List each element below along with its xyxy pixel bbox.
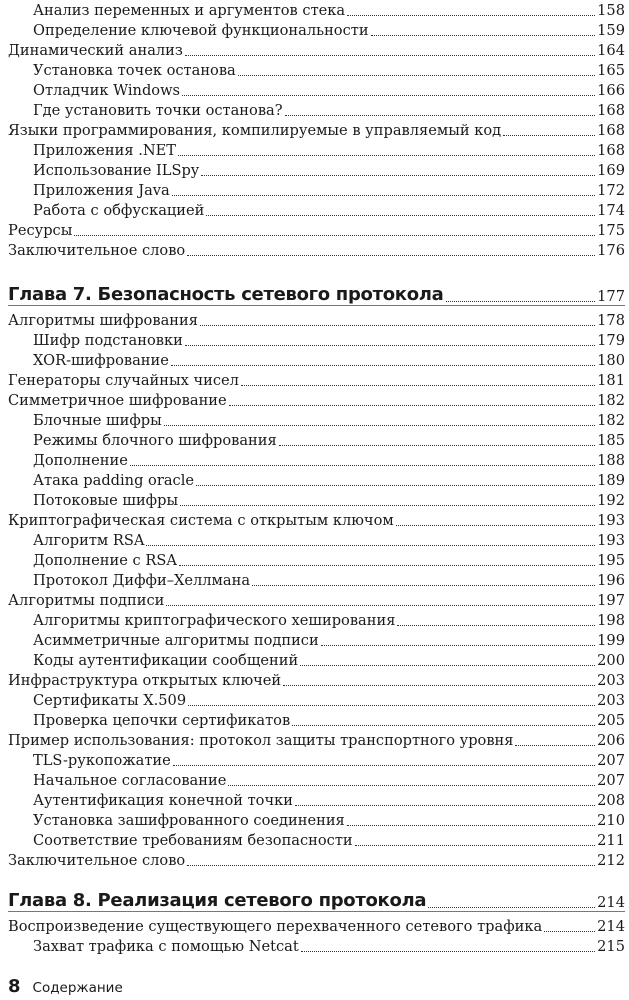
entry-title: Определение ключевой функциональности <box>33 22 369 39</box>
toc-entry <box>0 140 625 160</box>
entry-page-number: 197 <box>597 592 625 609</box>
dot-leader <box>74 235 595 236</box>
dot-leader <box>301 951 595 952</box>
entry-title: Использование ILSpy <box>33 162 200 179</box>
chapter-entry <box>0 888 625 912</box>
entry-title: Блочные шифры <box>33 412 162 429</box>
entry-page-number: 212 <box>597 852 625 869</box>
entry-title: Алгоритмы криптографического хеширования <box>33 612 396 629</box>
dot-leader <box>130 465 595 466</box>
entry-title: Установка зашифрованного соединения <box>33 812 345 829</box>
entry-page-number: 182 <box>597 412 625 429</box>
entry-page-number: 158 <box>597 2 625 19</box>
dot-leader <box>285 115 596 116</box>
toc-entry <box>0 810 625 830</box>
dot-leader <box>300 665 595 666</box>
toc-entry <box>0 60 625 80</box>
toc-entry <box>0 590 625 610</box>
dot-leader <box>206 215 595 216</box>
entry-page-number: 200 <box>597 652 625 669</box>
toc-entry <box>0 730 625 750</box>
entry-title: Алгоритм RSA <box>33 532 145 549</box>
entry-page-number: 176 <box>597 242 625 259</box>
toc-entry <box>0 630 625 650</box>
entry-page-number: 159 <box>597 22 625 39</box>
entry-page-number: 193 <box>597 532 625 549</box>
toc-entry <box>0 710 625 730</box>
toc-entry <box>0 20 625 40</box>
dot-leader <box>295 805 595 806</box>
entry-page-number: 181 <box>597 372 625 389</box>
dot-leader <box>229 405 595 406</box>
toc-entry <box>0 160 625 180</box>
toc-entry <box>0 690 625 710</box>
entry-page-number: 166 <box>597 82 625 99</box>
entry-page-number: 208 <box>597 792 625 809</box>
toc-entry <box>0 510 625 530</box>
entry-title: Шифр подстановки <box>33 332 183 349</box>
entry-title: Сертификаты X.509 <box>33 692 187 709</box>
toc-entry <box>0 750 625 770</box>
toc-entry <box>0 550 625 570</box>
dot-leader <box>428 907 595 908</box>
dot-leader <box>187 255 595 256</box>
entry-page-number: 211 <box>597 832 625 849</box>
dot-leader <box>164 425 595 426</box>
dot-leader <box>146 545 595 546</box>
toc-entry <box>0 936 625 956</box>
toc-entry <box>0 430 625 450</box>
entry-title: Криптографическая система с открытым ключом <box>8 512 394 529</box>
toc-entry <box>0 850 625 870</box>
entry-title: Языки программирования, компилируемые в управляемый код <box>8 122 502 139</box>
entry-title: Алгоритмы подписи <box>8 592 165 609</box>
dot-leader <box>166 605 595 606</box>
dot-leader <box>283 685 595 686</box>
entry-title: Работа с обфускацией <box>33 202 205 219</box>
dot-leader <box>396 525 595 526</box>
dot-leader <box>371 35 596 36</box>
toc-entry <box>0 650 625 670</box>
entry-page-number: 193 <box>597 512 625 529</box>
toc-entry <box>0 570 625 590</box>
toc-entry <box>0 916 625 936</box>
entry-title: Анализ переменных и аргументов стека <box>33 2 346 19</box>
entry-page-number: 185 <box>597 432 625 449</box>
toc-entry <box>0 330 625 350</box>
entry-page-number: 196 <box>597 572 625 589</box>
toc-entry <box>0 240 625 260</box>
entry-page-number: 174 <box>597 202 625 219</box>
entry-title: TLS-рукопожатие <box>33 752 171 769</box>
dot-leader <box>201 175 595 176</box>
entry-page-number: 214 <box>597 918 625 935</box>
entry-title: Глава 7. Безопасность сетевого протокола <box>8 284 444 305</box>
dot-leader <box>180 505 595 506</box>
entry-title: Воспроизведение существующего перехваченного сетевого трафика <box>8 918 543 935</box>
dot-leader <box>196 485 595 486</box>
entry-title: Ресурсы <box>8 222 73 239</box>
chapter-entry <box>0 282 625 306</box>
entry-title: Дополнение <box>33 452 128 469</box>
dot-leader <box>185 55 595 56</box>
dot-leader <box>279 445 595 446</box>
entry-page-number: 205 <box>597 712 625 729</box>
dot-leader <box>347 825 595 826</box>
dot-leader <box>544 931 595 932</box>
toc-entry <box>0 410 625 430</box>
entry-title: Отладчик Windows <box>33 82 181 99</box>
entry-page-number: 169 <box>597 162 625 179</box>
toc-entry <box>0 790 625 810</box>
toc-entry <box>0 180 625 200</box>
entry-title: Асимметричные алгоритмы подписи <box>33 632 319 649</box>
entry-page-number: 165 <box>597 62 625 79</box>
entry-title: Заключительное слово <box>8 852 186 869</box>
entry-page-number: 210 <box>597 812 625 829</box>
dot-leader <box>171 365 595 366</box>
toc-entry <box>0 80 625 100</box>
chapter-divider <box>8 911 625 912</box>
dot-leader <box>397 625 595 626</box>
dot-leader <box>515 745 595 746</box>
toc-entry <box>0 490 625 510</box>
entry-title: Глава 8. Реализация сетевого протокола <box>8 890 427 911</box>
dot-leader <box>292 725 595 726</box>
toc-entry <box>0 100 625 120</box>
entry-page-number: 198 <box>597 612 625 629</box>
dot-leader <box>321 645 595 646</box>
entry-title: Захват трафика с помощью Netcat <box>33 938 299 955</box>
running-title: Содержание <box>32 980 123 996</box>
entry-page-number: 164 <box>597 42 625 59</box>
toc-entry <box>0 220 625 240</box>
toc-entry <box>0 450 625 470</box>
toc-entry <box>0 830 625 850</box>
entry-page-number: 172 <box>597 182 625 199</box>
entry-page-number: 203 <box>597 692 625 709</box>
toc-entry <box>0 530 625 550</box>
dot-leader <box>446 301 596 302</box>
entry-title: Пример использования: протокол защиты транспортного уровня <box>8 732 514 749</box>
entry-page-number: 179 <box>597 332 625 349</box>
dot-leader <box>228 785 595 786</box>
dot-leader <box>185 345 595 346</box>
entry-title: Алгоритмы шифрования <box>8 312 198 329</box>
entry-title: XOR-шифрование <box>33 352 169 369</box>
entry-page-number: 168 <box>597 142 625 159</box>
toc-entry <box>0 40 625 60</box>
dot-leader <box>241 385 595 386</box>
entry-title: Заключительное слово <box>8 242 186 259</box>
dot-leader <box>503 135 595 136</box>
entry-page-number: 188 <box>597 452 625 469</box>
entry-page-number: 203 <box>597 672 625 689</box>
entry-page-number: 199 <box>597 632 625 649</box>
entry-page-number: 168 <box>597 122 625 139</box>
entry-title: Приложения Java <box>33 182 170 199</box>
dot-leader <box>172 195 595 196</box>
entry-page-number: 192 <box>597 492 625 509</box>
toc-entry <box>0 370 625 390</box>
entry-title: Где установить точки останова? <box>33 102 283 119</box>
dot-leader <box>355 845 595 846</box>
page-number: 8 <box>8 976 21 997</box>
dot-leader <box>178 155 595 156</box>
toc-entry <box>0 770 625 790</box>
entry-title: Атака padding oracle <box>33 472 195 489</box>
toc-entry <box>0 200 625 220</box>
page-footer <box>8 976 123 997</box>
dot-leader <box>238 75 595 76</box>
toc-entry <box>0 670 625 690</box>
toc-entry <box>0 310 625 330</box>
entry-title: Динамический анализ <box>8 42 183 59</box>
entry-page-number: 195 <box>597 552 625 569</box>
toc-entry <box>0 350 625 370</box>
chapter-divider <box>8 305 625 306</box>
entry-title: Дополнение с RSA <box>33 552 177 569</box>
entry-page-number: 206 <box>597 732 625 749</box>
entry-page-number: 189 <box>597 472 625 489</box>
entry-title: Начальное согласование <box>33 772 227 789</box>
entry-title: Приложения .NET <box>33 142 177 159</box>
dot-leader <box>200 325 595 326</box>
entry-page-number: 207 <box>597 772 625 789</box>
entry-title: Генераторы случайных чисел <box>8 372 239 389</box>
dot-leader <box>187 865 595 866</box>
dot-leader <box>182 95 595 96</box>
entry-page-number: 177 <box>597 288 625 305</box>
dot-leader <box>173 765 595 766</box>
entry-title: Потоковые шифры <box>33 492 179 509</box>
entry-title: Соответствие требованиям безопасности <box>33 832 353 849</box>
toc-entry <box>0 390 625 410</box>
entry-title: Симметричное шифрование <box>8 392 227 409</box>
entry-page-number: 175 <box>597 222 625 239</box>
entry-page-number: 214 <box>597 894 625 911</box>
dot-leader <box>188 705 595 706</box>
entry-page-number: 168 <box>597 102 625 119</box>
entry-page-number: 178 <box>597 312 625 329</box>
entry-title: Проверка цепочки сертификатов <box>33 712 291 729</box>
dot-leader <box>179 565 595 566</box>
toc-entry <box>0 0 625 20</box>
entry-title: Коды аутентификации сообщений <box>33 652 299 669</box>
dot-leader <box>252 585 595 586</box>
toc-entry <box>0 470 625 490</box>
entry-title: Инфраструктура открытых ключей <box>8 672 282 689</box>
entry-page-number: 180 <box>597 352 625 369</box>
toc-entry <box>0 610 625 630</box>
entry-title: Режимы блочного шифрования <box>33 432 277 449</box>
entry-page-number: 207 <box>597 752 625 769</box>
entry-title: Аутентификация конечной точки <box>33 792 293 809</box>
entry-title: Установка точек останова <box>33 62 236 79</box>
entry-title: Протокол Диффи–Хеллмана <box>33 572 251 589</box>
entry-page-number: 182 <box>597 392 625 409</box>
toc-entry <box>0 120 625 140</box>
dot-leader <box>347 15 595 16</box>
entry-page-number: 215 <box>597 938 625 955</box>
